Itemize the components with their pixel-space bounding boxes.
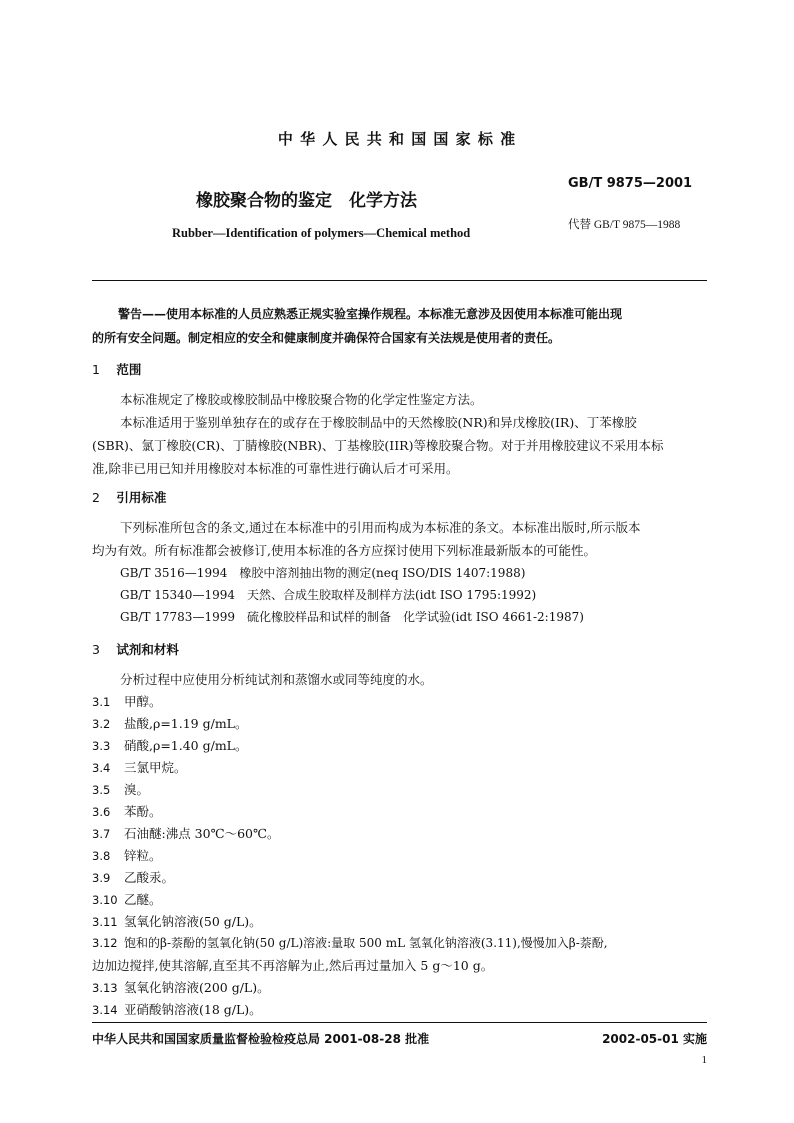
item-number: 3.5 (92, 783, 111, 797)
reference-item: GB/T 15340—1994 天然、合成生胶取样及制样方法(idt ISO 1795:1992) (120, 588, 537, 602)
section-3-heading (92, 640, 179, 658)
section-title: 试剂和材料 (116, 642, 179, 657)
item-text: 溴。 (124, 782, 150, 797)
item-text: 氢氧化钠溶液(200 g/L)。 (124, 980, 270, 995)
reagent-item (92, 846, 162, 864)
reagent-item (92, 692, 162, 710)
item-text: 乙酸汞。 (124, 870, 175, 885)
item-text: 甲醇。 (124, 694, 162, 709)
reagent-item (92, 714, 247, 732)
item-text: 锌粒。 (124, 848, 162, 863)
section-number: 2 (92, 490, 100, 505)
item-number: 3.2 (92, 717, 111, 731)
item-number: 3.14 (92, 1003, 118, 1017)
item-number: 3.4 (92, 761, 111, 775)
item-text: 盐酸,ρ=1.19 g/mL。 (124, 716, 248, 731)
document-title-en: Rubber—Identification of polymers—Chemical method (172, 226, 471, 240)
section-1-heading (92, 360, 141, 378)
reference-item: GB/T 3516—1994 橡胶中溶剂抽出物的测定(neq ISO/DIS 1407:1988) (120, 566, 526, 580)
reagent-item (92, 868, 174, 886)
section-1-para-2-line-1: 本标准适用于鉴别单独存在的或存在于橡胶制品中的天然橡胶(NR)和异戊橡胶(IR)、丁苯橡胶 (120, 415, 637, 430)
item-text: 硝酸,ρ=1.40 g/mL。 (124, 738, 248, 753)
effective-date: 2002-05-01 实施 (602, 1032, 707, 1046)
reagent-item-continuation: 边加边搅拌,使其溶解,直至其不再溶解为止,然后再过量加入 5 g～10 g。 (92, 958, 494, 973)
warning-line-2: 的所有安全问题。制定相应的安全和健康制度并确保符合国家有关法规是使用者的责任。 (92, 331, 561, 345)
item-number: 3.9 (92, 871, 111, 885)
section-1-para-1: 本标准规定了橡胶或橡胶制品中橡胶聚合物的化学定性鉴定方法。 (120, 392, 483, 407)
reagent-item (92, 758, 187, 776)
standard-number: GB/T 9875—2001 (568, 176, 693, 191)
reagent-item (92, 824, 279, 842)
item-number: 3.6 (92, 805, 111, 819)
page-number: 1 (701, 1054, 707, 1066)
section-number: 3 (92, 642, 100, 657)
reagent-item (92, 890, 162, 908)
item-number: 3.13 (92, 981, 118, 995)
reference-item: GB/T 17783—1999 硫化橡胶样品和试样的制备 化学试验(idt ISO 4661-2:1987) (120, 610, 584, 624)
item-number: 3.8 (92, 849, 111, 863)
section-2-para-line-2: 均为有效。所有标准都会被修订,使用本标准的各方应探讨使用下列标准最新版本的可能性。 (92, 543, 596, 558)
section-2-para-line-1: 下列标准所包含的条文,通过在本标准中的引用而构成为本标准的条文。本标准出版时,所示版本 (120, 520, 641, 535)
item-text: 苯酚。 (124, 804, 162, 819)
header-divider (92, 280, 707, 281)
national-standard-heading: 中 华 人 民 共 和 国 国 家 标 准 (277, 130, 517, 148)
item-number: 3.1 (92, 695, 111, 709)
item-text: 氢氧化钠溶液(50 g/L)。 (124, 914, 262, 929)
section-title: 范围 (116, 362, 142, 377)
item-text: 亚硝酸钠溶液(18 g/L)。 (124, 1002, 262, 1017)
replaces-standard: 代替 GB/T 9875—1988 (568, 219, 681, 231)
reagent-item (92, 1000, 262, 1018)
section-2-heading (92, 488, 166, 506)
reagent-item (92, 934, 608, 951)
section-1-para-2-line-2: (SBR)、氯丁橡胶(CR)、丁腈橡胶(NBR)、丁基橡胶(IIR)等橡胶聚合物。对于并用橡胶建议不采用本标 (92, 438, 664, 453)
reagent-item (92, 736, 247, 754)
reagent-item (92, 802, 162, 820)
item-number: 3.10 (92, 893, 118, 907)
section-3-intro: 分析过程中应使用分析纯试剂和蒸馏水或同等纯度的水。 (120, 672, 433, 687)
reagent-item (92, 780, 149, 798)
section-title: 引用标准 (116, 490, 167, 505)
item-number: 3.7 (92, 827, 111, 841)
item-text: 石油醚:沸点 30℃～60℃。 (124, 826, 280, 841)
item-number: 3.11 (92, 915, 118, 929)
item-text: 乙醚。 (124, 892, 162, 907)
reagent-item (92, 978, 270, 996)
issuer-approval: 中华人民共和国国家质量监督检验检疫总局 2001-08-28 批准 (92, 1032, 430, 1046)
reagent-item (92, 912, 262, 930)
item-number: 3.3 (92, 739, 111, 753)
section-1-para-2-line-3: 准,除非已用已知并用橡胶对本标准的可靠性进行确认后才可采用。 (92, 461, 459, 476)
footer-divider (92, 1022, 707, 1023)
document-title-cn: 橡胶聚合物的鉴定 化学方法 (196, 191, 417, 211)
item-text: 饱和的β-萘酚的氢氧化钠(50 g/L)溶液:量取 500 mL 氢氧化钠溶液(3.11),慢慢加入β-萘酚, (124, 936, 608, 950)
section-number: 1 (92, 362, 100, 377)
item-text: 三氯甲烷。 (124, 760, 187, 775)
item-number: 3.12 (92, 936, 118, 950)
warning-line-1: 警告——使用本标准的人员应熟悉正规实验室操作规程。本标准无意涉及因使用本标准可能出现 (118, 307, 623, 321)
